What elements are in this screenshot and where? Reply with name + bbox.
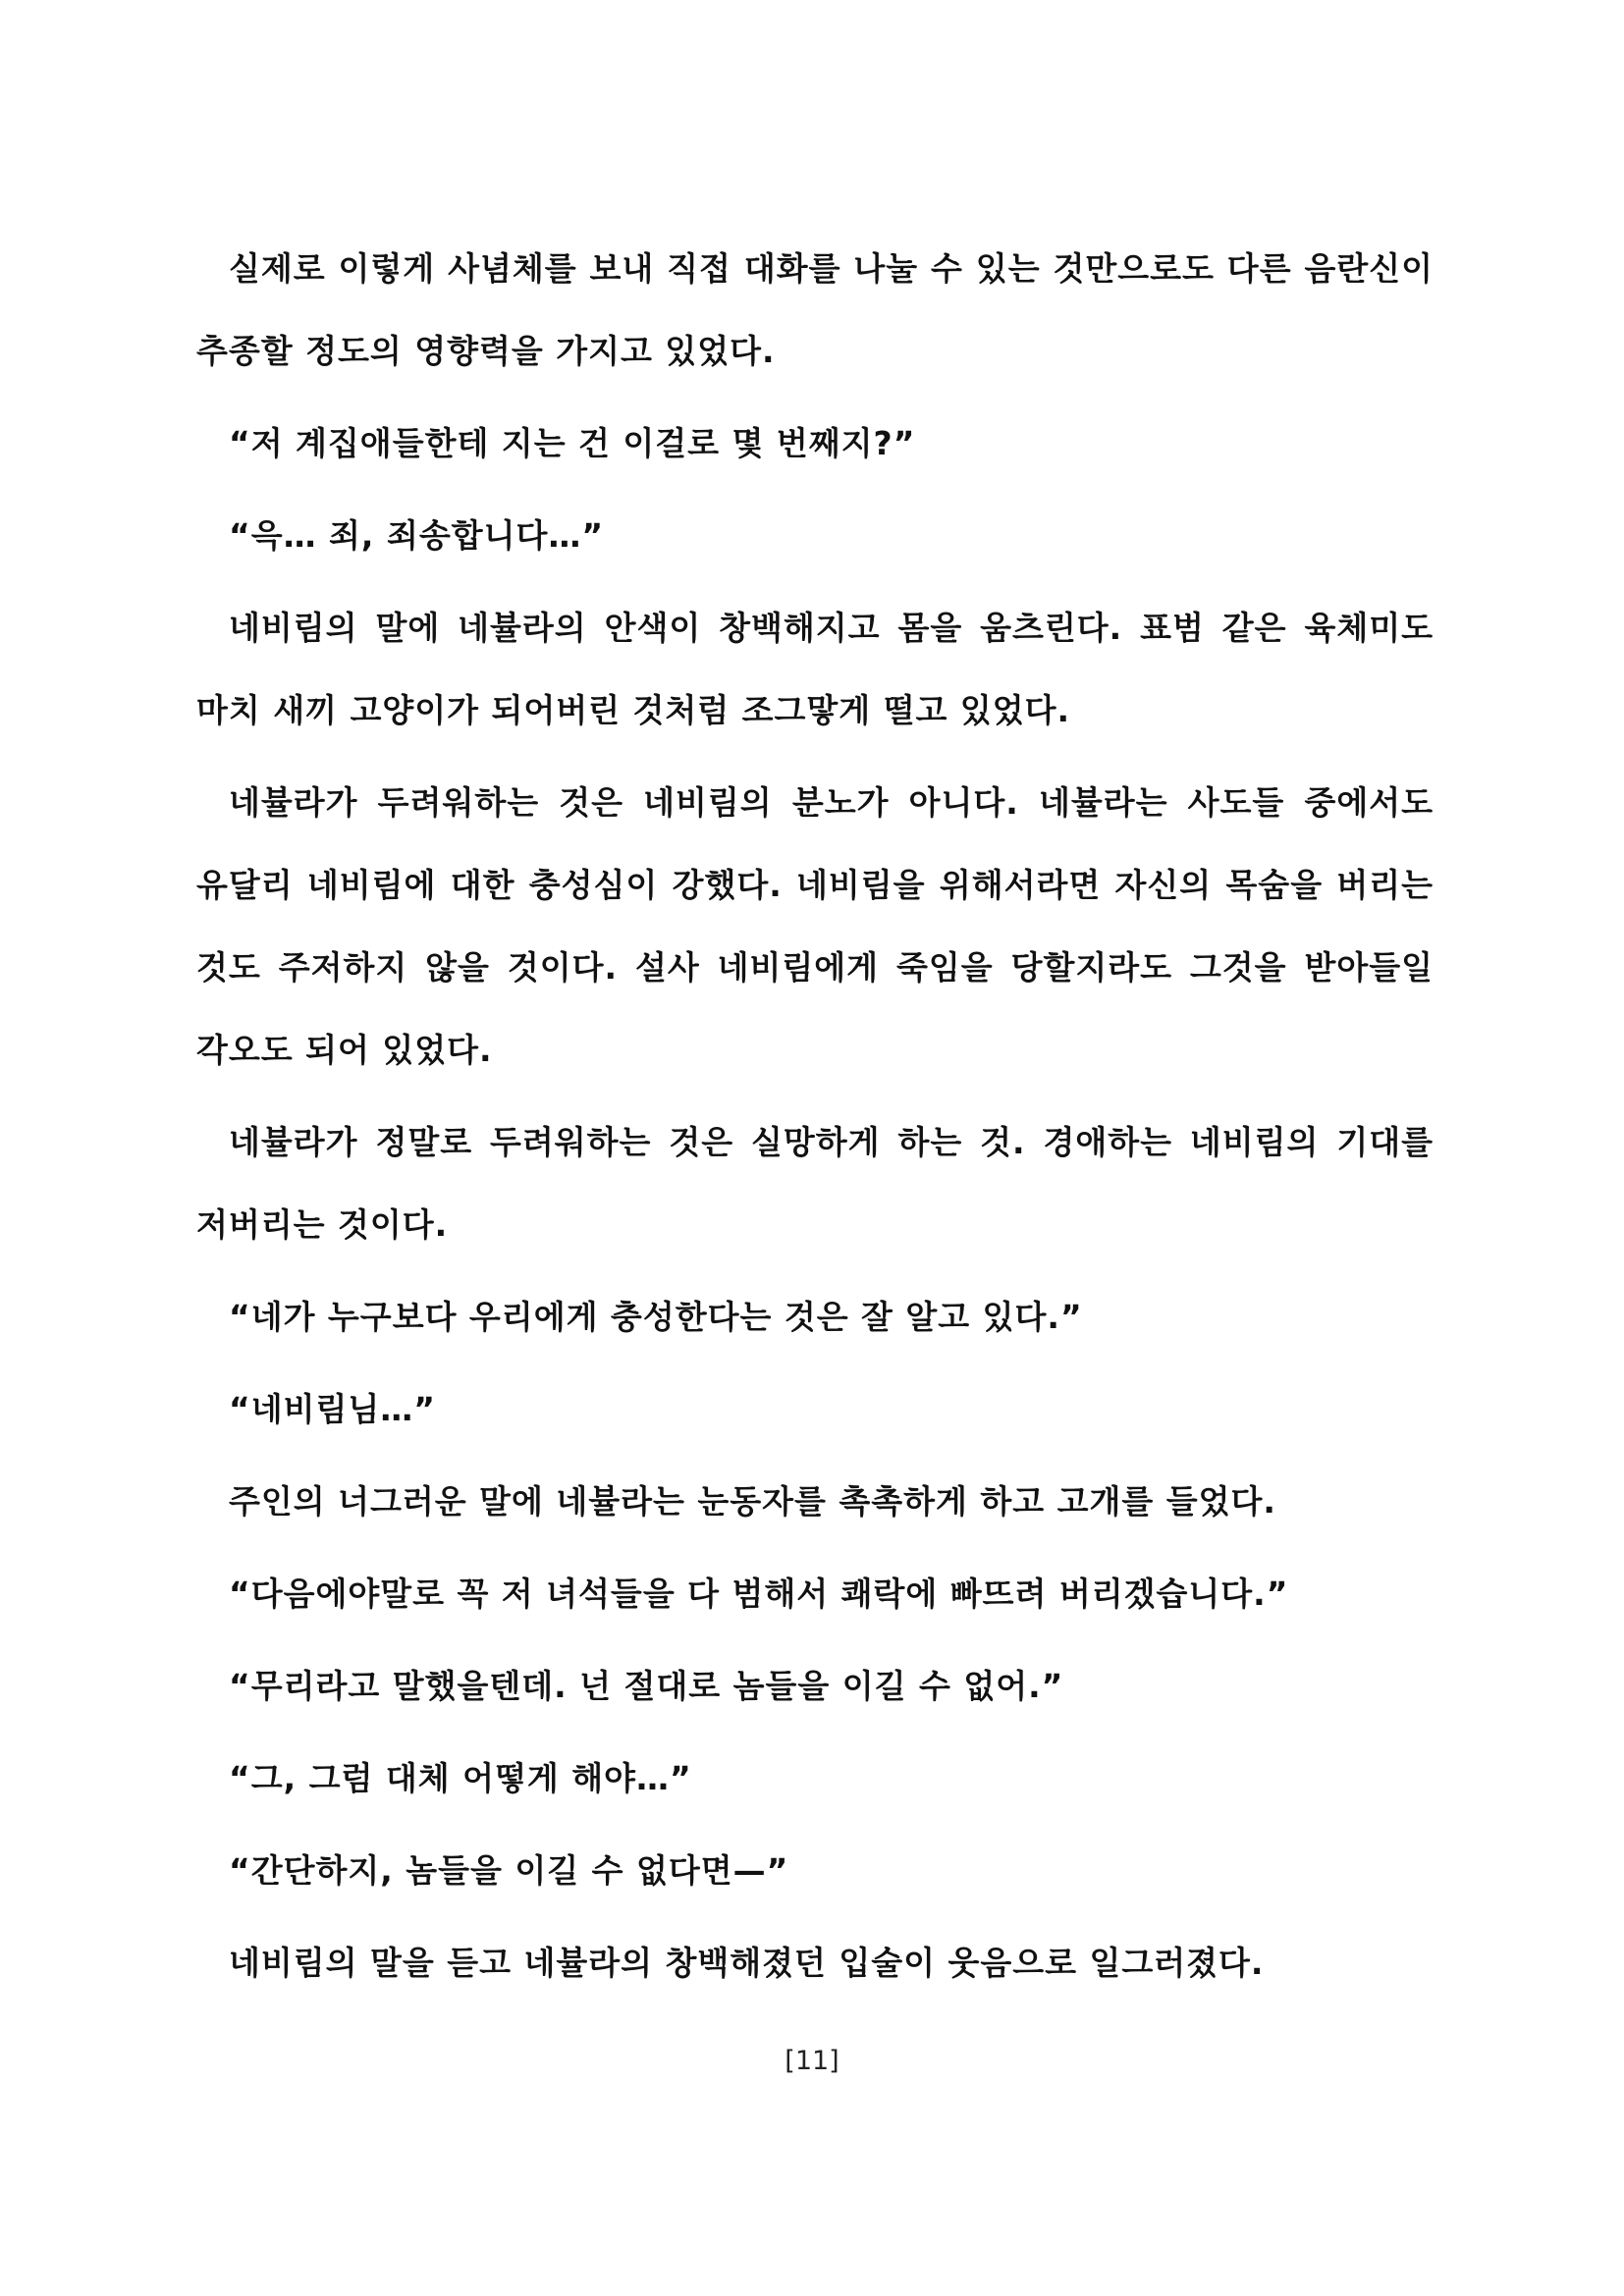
- paragraph: “간단하지, 놈들을 이길 수 없다면—”: [229, 1851, 789, 1890]
- paragraph: “윽… 죄, 죄송합니다…”: [229, 516, 605, 555]
- paragraph: 실제로 이렇게 사념체를 보내 직접 대화를 나눌 수 있는 것만으로도 다른 음란신이 추종할 정도의 영향력을 가지고 있었다.: [196, 249, 1434, 370]
- paragraph: “네비림님…”: [229, 1390, 436, 1428]
- body-text: [196, 228, 1434, 2004]
- paragraph: “다음에야말로 꼭 저 녀석들을 다 범해서 쾌락에 빠뜨려 버리겠습니다.”: [229, 1575, 1289, 1613]
- paragraph: 네뷸라가 두려워하는 것은 네비림의 분노가 아니다. 네뷸라는 사도들 중에서도 유달리 네비림에 대한 충성심이 강했다. 네비림을 위해서라면 자신의 목숨을 버리는 것도 주저하지 않을 것이다. 설사 네비림에게 죽임을 당할지라도 그것을 받아들일 각오도 되어 있었다.: [196, 783, 1434, 1069]
- paragraph: 네비림의 말에 네뷸라의 안색이 창백해지고 몸을 움츠린다. 표범 같은 육체미도 마치 새끼 고양이가 되어버린 것처럼 조그맣게 떨고 있었다.: [196, 609, 1434, 729]
- paragraph: “저 계집애들한테 지는 건 이걸로 몇 번째지?”: [229, 424, 916, 462]
- paragraph: 네뷸라가 정말로 두려워하는 것은 실망하게 하는 것. 경애하는 네비림의 기대를 저버리는 것이다.: [196, 1123, 1434, 1244]
- paragraph: 주인의 너그러운 말에 네뷸라는 눈동자를 촉촉하게 하고 고개를 들었다.: [229, 1482, 1276, 1521]
- page-number: [11]: [785, 2046, 839, 2076]
- paragraph: “무리라고 말했을텐데. 넌 절대로 놈들을 이길 수 없어.”: [229, 1667, 1064, 1705]
- paragraph: “네가 누구보다 우리에게 충성한다는 것은 잘 알고 있다.”: [229, 1298, 1083, 1336]
- paragraph: 네비림의 말을 듣고 네뷸라의 창백해졌던 입술이 웃음으로 일그러졌다.: [229, 1944, 1265, 1982]
- paragraph: “그, 그럼 대체 어떻게 해야…”: [229, 1759, 692, 1797]
